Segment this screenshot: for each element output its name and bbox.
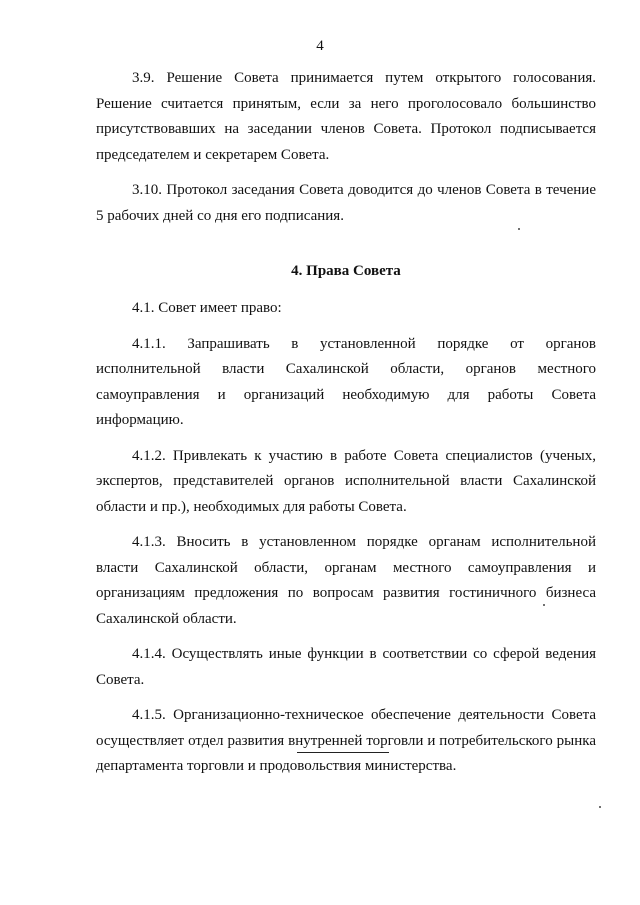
section-heading: 4. Права Совета <box>291 263 401 279</box>
scan-speck <box>543 604 545 606</box>
paragraph-3-9: 3.9. Решение Совета принимается путем открытого голосования. Решение считается принятым, если за него проголосовало большинство присутствовавших на заседании членов Совета. Протокол подписывается председателем и секретарем Совета. <box>96 70 596 163</box>
scan-speck <box>599 806 601 808</box>
paragraph-4-1-2: 4.1.2. Привлекать к участию в работе Совета специалистов (ученых, экспертов, представителей органов исполнительной власти Сахалинской области и пр.), необходимых для работы Совета. <box>96 447 596 515</box>
paragraph-3-10: 3.10. Протокол заседания Совета доводится до членов Совета в течение 5 рабочих дней со дня его подписания. <box>96 182 596 224</box>
paragraph-4-1-4: 4.1.4. Осуществлять иные функции в соответствии со сферой ведения Совета. <box>96 646 596 688</box>
end-of-text-rule <box>297 752 389 753</box>
page-number: 4 <box>316 38 324 54</box>
document-body <box>96 66 596 780</box>
paragraph-4-1: 4.1. Совет имеет право: <box>132 300 282 316</box>
scan-speck <box>518 228 520 230</box>
paragraph-4-1-5: 4.1.5. Организационно-техническое обеспечение деятельности Совета осуществляет отдел развития внутренней торговли и потребительского рынка департамента торговли и продовольствия министерства. <box>96 707 596 774</box>
paragraph-4-1-1: 4.1.1. Запрашивать в установленной порядке от органов исполнительной власти Сахалинской области, органов местного самоуправления и организаций необходимую для работы Совета информацию. <box>96 335 596 428</box>
paragraph-4-1-3: 4.1.3. Вносить в установленном порядке органам исполнительной власти Сахалинской области, органам местного самоуправления и организациям предложения по вопросам развития гостиничного бизнеса Сахалинской области. <box>96 534 596 627</box>
